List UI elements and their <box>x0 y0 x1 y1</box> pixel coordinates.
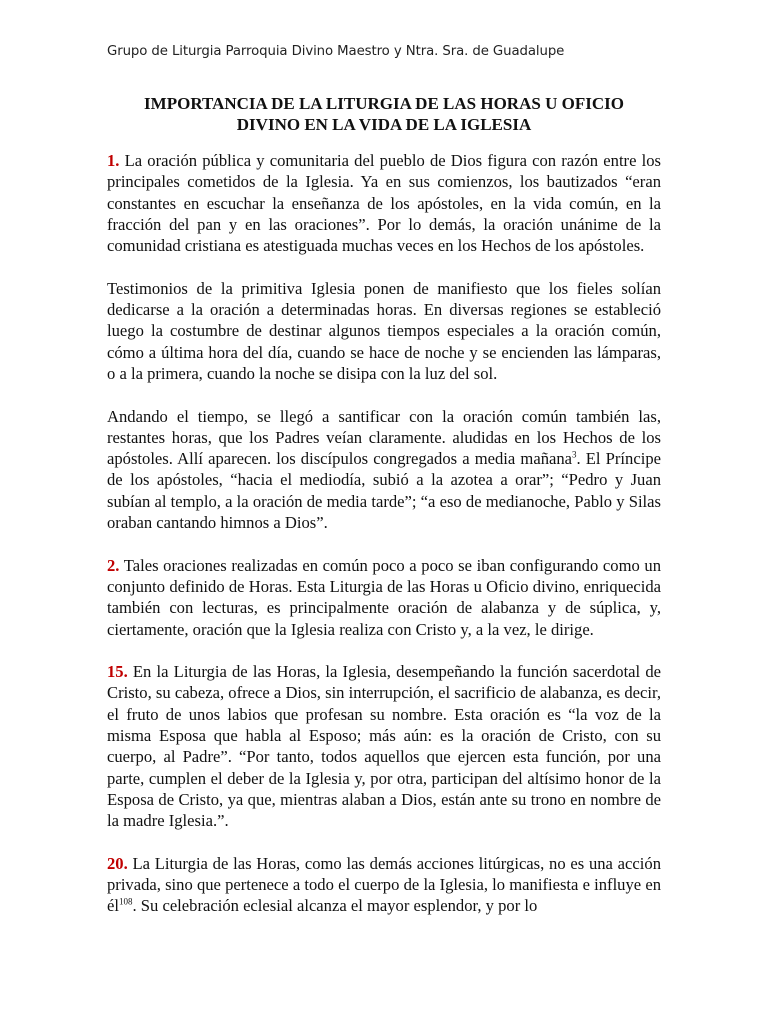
footnote-reference: 108 <box>118 896 133 907</box>
paragraph-text: La Liturgia de las Horas, como las demás acciones litúrgicas, no es una acción privada, sino que pertenece a todo el cuerpo de la Iglesia, lo manifiesta e influye en él <box>107 853 661 916</box>
paragraph-text: Testimonios de la primitiva Iglesia ponen de manifiesto que los fieles solían dedicarse a la oración a determinadas horas. En diversas regiones se estableció luego la costumbre de destinar algunos tiempos especiales a la oración común, cómo a última hora del día, cuando se hace de noche y se encienden las lámparas, o a la primera, cuando la noche se disipa con la luz del sol. <box>107 278 661 383</box>
paragraph-text-continued: . Su celebración eclesial alcanza el mayor esplendor, y por lo <box>132 896 538 916</box>
paragraph-number: 1. <box>107 151 120 170</box>
running-header: Grupo de Liturgia Parroquia Divino Maestro y Ntra. Sra. de Guadalupe <box>107 44 565 59</box>
paragraph-text: La oración pública y comunitaria del pueblo de Dios figura con razón entre los principales cometidos de la Iglesia. Ya en sus comienzos, los bautizados “eran constantes en escuchar la enseñanza de los apóstoles, en la vida común, en la fracción del pan y en las oraciones”. Por lo demás, la oración unánime de la comunidad cristiana es atestiguada muchas veces en los Hechos de los apóstoles. <box>107 151 661 256</box>
paragraph-15 <box>107 661 661 831</box>
document-title-line-2: DIVINO EN LA VIDA DE LA IGLESIA <box>236 115 532 134</box>
paragraph-text: Andando el tiempo, se llegó a santificar con la oración común también las, restantes horas, que los Padres veían claramente. aludidas en los Hechos de los apóstoles. Allí aparecen. los discípulos congregados a media mañana <box>107 406 661 469</box>
document-title-line-1: IMPORTANCIA DE LA LITURGIA DE LAS HORAS U OFICIO <box>144 94 624 113</box>
document-body <box>107 150 661 938</box>
paragraph-andando <box>107 406 661 534</box>
paragraph-number: 20. <box>107 853 128 873</box>
paragraph-text: En la Liturgia de las Horas, la Iglesia, desempeñando la función sacerdotal de Cristo, su cabeza, ofrece a Dios, sin interrupción, el sacrificio de alabanza, es decir, el fruto de unos labios que profesan su nombre. Esta oración es “la voz de la misma Esposa que habla al Esposo; más aún: es la oración de Cristo, con su cuerpo, al Padre”. “Por tanto, todos aquellos que ejercen esta función, por una parte, cumplen el deber de la Iglesia y, por otra, participan del altísimo honor de la Esposa de Cristo, ya que, mientras alaban a Dios, están ante su trono en nombre de la madre Iglesia.”. <box>107 662 661 831</box>
paragraph-testimonios <box>107 278 661 384</box>
paragraph-2 <box>107 555 661 640</box>
paragraph-text: Tales oraciones realizadas en común poco a poco se iban configurando como un conjunto definido de Horas. Esta Liturgia de las Horas u Oficio divino, enriquecida también con lecturas, es principalmente oración de alabanza y de súplica, y, ciertamente, oración que la Iglesia realiza con Cristo y, a la vez, le dirige. <box>107 555 661 639</box>
footnote-reference: 3 <box>572 449 577 460</box>
paragraph-number: 15. <box>107 662 128 682</box>
paragraph-20 <box>107 853 661 917</box>
paragraph-text-continued: . El Príncipe de los apóstoles, “hacia el mediodía, subió a la azotea a orar”; “Pedro y Juan subían al templo, a la oración de media tarde”; “a eso de medianoche, Pablo y Silas oraban cantando himnos a Dios”. <box>107 449 661 533</box>
paragraph-number: 2. <box>107 555 120 575</box>
paragraph-1 <box>107 150 661 256</box>
